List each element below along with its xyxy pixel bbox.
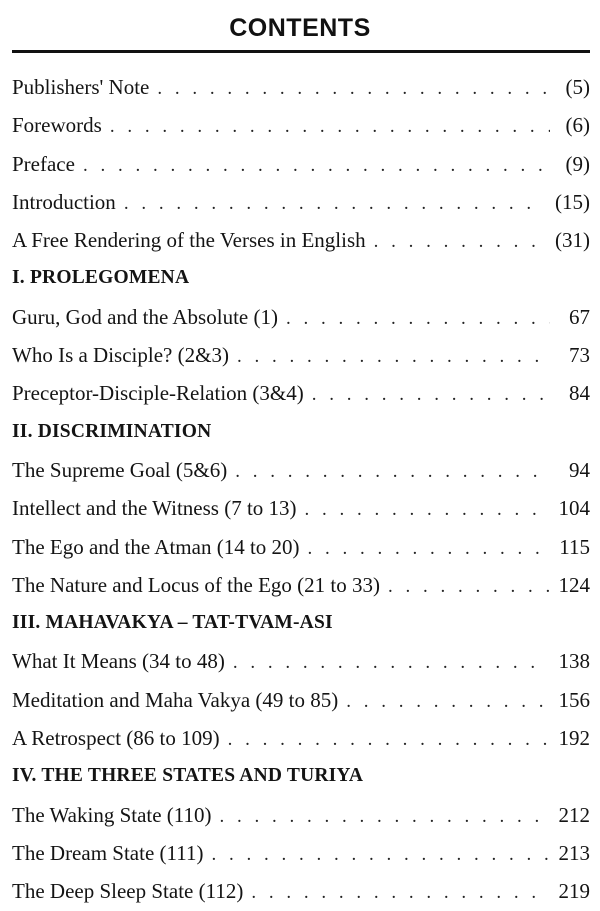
toc-entry-title: The Dream State (111) [12, 840, 204, 865]
toc-entry [12, 298, 590, 336]
toc-entry [12, 566, 590, 604]
toc-entry [12, 872, 590, 910]
toc-entry [12, 451, 590, 489]
dot-leader [233, 644, 549, 680]
toc-page-number: 124 [558, 572, 590, 597]
section-heading: I. PROLEGOMENA [12, 267, 190, 289]
dot-leader [305, 491, 549, 527]
toc-entry-title: The Supreme Goal (5&6) [12, 457, 228, 482]
dot-leader [157, 70, 550, 106]
toc-entry-title: Introduction [12, 189, 116, 214]
dot-leader [124, 185, 545, 221]
toc-entry-title: The Waking State (110) [12, 802, 212, 827]
toc-page-number: 156 [558, 687, 590, 712]
dot-leader [308, 530, 550, 566]
toc-entry [12, 374, 590, 412]
dot-leader [228, 721, 549, 757]
toc-page-number: 67 [569, 304, 590, 329]
toc-page-number: 212 [558, 802, 590, 827]
page-title: CONTENTS [229, 14, 371, 42]
toc-entry-title: Preceptor-Disciple-Relation (3&4) [12, 381, 304, 406]
dot-leader [211, 836, 548, 872]
toc-entry [12, 719, 590, 757]
dot-leader [388, 568, 549, 604]
toc-entry [12, 183, 590, 221]
toc-entry-title: Preface [12, 151, 75, 176]
toc-entry-title: The Deep Sleep State (112) [12, 879, 244, 904]
toc-entry [12, 489, 590, 527]
toc-entry [12, 221, 590, 259]
toc-page-number: 192 [558, 726, 590, 751]
table-of-contents [12, 68, 590, 911]
toc-entry-title: The Ego and the Atman (14 to 20) [12, 534, 300, 559]
dot-leader [251, 874, 548, 910]
toc-entry [12, 68, 590, 106]
toc-entry-title: Forewords [12, 113, 102, 138]
dot-leader [83, 147, 550, 183]
toc-page-number: (6) [565, 113, 590, 138]
toc-entry [12, 145, 590, 183]
toc-entry [12, 336, 590, 374]
toc-page-number: 84 [569, 381, 590, 406]
title-rule [12, 50, 590, 53]
toc-entry-title: Intellect and the Witness (7 to 13) [12, 496, 297, 521]
toc-entry [12, 834, 590, 872]
toc-entry-title: A Free Rendering of the Verses in English [12, 228, 366, 253]
dot-leader [286, 300, 550, 336]
toc-entry-title: What It Means (34 to 48) [12, 649, 225, 674]
section-heading: IV. THE THREE STATES AND TURIYA [12, 765, 364, 787]
toc-page-number: 115 [559, 534, 590, 559]
toc-entry [12, 681, 590, 719]
toc-page-number: (9) [565, 151, 590, 176]
dot-leader [110, 108, 550, 144]
toc-entry-title: Publishers' Note [12, 75, 150, 99]
section-heading: II. DISCRIMINATION [12, 420, 212, 442]
toc-page-number: 219 [558, 879, 590, 904]
dot-leader [237, 338, 550, 374]
dot-leader [235, 453, 550, 489]
section-heading: III. MAHAVAKYA – TAT-TVAM-ASI [12, 612, 333, 634]
toc-page-number: 94 [569, 457, 590, 482]
toc-entry [12, 796, 590, 834]
toc-entry-title: A Retrospect (86 to 109) [12, 726, 220, 751]
toc-entry [12, 106, 590, 144]
toc-entry-title: Guru, God and the Absolute (1) [12, 304, 278, 329]
dot-leader [312, 376, 550, 412]
toc-entry [12, 528, 590, 566]
toc-page-number: (15) [555, 189, 590, 214]
dot-leader [374, 223, 545, 259]
toc-page-number: 73 [569, 343, 590, 368]
toc-page-number: 104 [558, 496, 590, 521]
toc-page-number: (31) [555, 228, 590, 253]
dot-leader [346, 683, 548, 719]
toc-entry [12, 642, 590, 680]
toc-page-number: (5) [565, 75, 590, 99]
dot-leader [220, 798, 549, 834]
toc-entry-title: Who Is a Disciple? (2&3) [12, 343, 229, 368]
toc-page-number: 213 [558, 840, 590, 865]
toc-page-number: 138 [558, 649, 590, 674]
toc-entry-title: The Nature and Locus of the Ego (21 to 33) [12, 572, 380, 597]
toc-entry-title: Meditation and Maha Vakya (49 to 85) [12, 687, 339, 712]
